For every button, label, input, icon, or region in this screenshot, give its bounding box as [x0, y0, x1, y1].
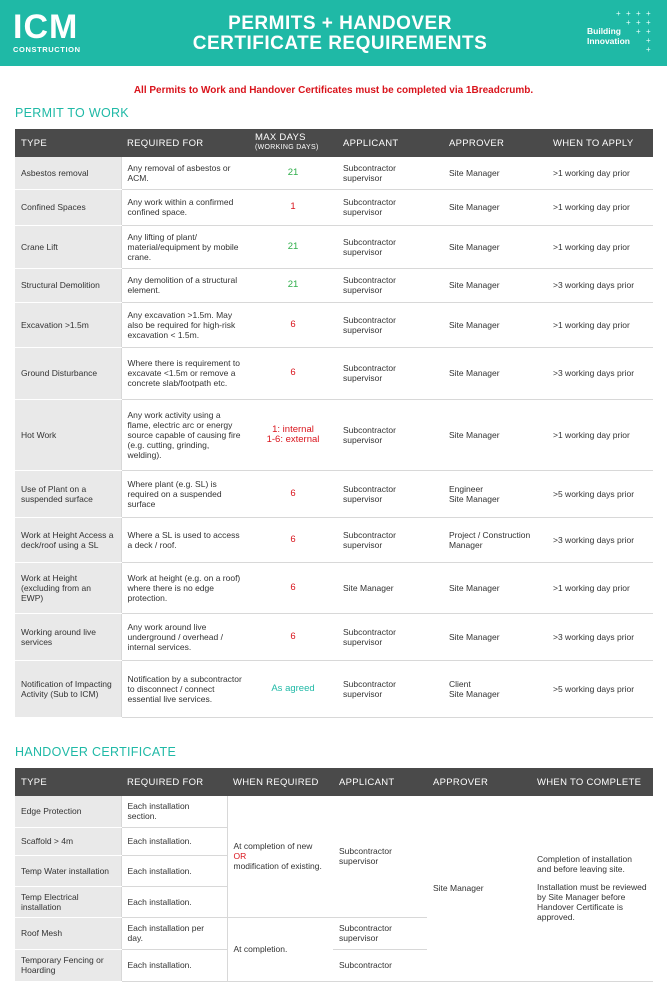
table-row	[15, 613, 653, 660]
header-banner	[0, 0, 667, 66]
permit-table	[15, 129, 653, 718]
required-cell: Any removal of asbestos or ACM.	[121, 157, 249, 189]
required-cell: Any lifting of plant/ material/equipment by mobile crane.	[121, 225, 249, 268]
when-to-apply-cell: >3 working days prior	[547, 268, 653, 302]
required-cell: Each installation.	[121, 949, 227, 981]
max-days-cell: 21	[249, 225, 337, 268]
applicant-cell: Subcontractor supervisor	[337, 660, 443, 717]
approver-cell: Site Manager	[443, 157, 547, 189]
col-approver: APPROVER	[427, 768, 531, 796]
applicant-cell: Subcontractor	[333, 949, 427, 981]
type-cell: Work at Height (excluding from an EWP)	[15, 562, 121, 613]
max-days-cell: 6	[249, 613, 337, 660]
approver-cell: Site Manager	[443, 302, 547, 347]
col-approver: APPROVER	[443, 129, 547, 157]
type-cell: Use of Plant on a suspended surface	[15, 470, 121, 517]
applicant-cell: Subcontractor supervisor	[333, 917, 427, 949]
when-to-apply-cell: >1 working day prior	[547, 562, 653, 613]
approver-cell: Site Manager	[443, 562, 547, 613]
type-cell: Temporary Fencing or Hoarding	[15, 949, 121, 981]
applicant-cell: Subcontractor supervisor	[337, 225, 443, 268]
required-cell: Any work activity using a flame, electric arc or energy source capable of causing fire (e.g. cutting, grinding, welding).	[121, 399, 249, 470]
table-row	[15, 268, 653, 302]
col-type: TYPE	[15, 129, 121, 157]
notice-text: All Permits to Work and Handover Certificates must be completed via 1Breadcrumb.	[133, 85, 534, 96]
applicant-cell: Site Manager	[337, 562, 443, 613]
col-applicant: APPLICANT	[333, 768, 427, 796]
applicant-cell: Subcontractor supervisor	[337, 399, 443, 470]
when-to-apply-cell: >3 working days prior	[547, 613, 653, 660]
page-title: PERMITS + HANDOVER CERTIFICATE REQUIREMENTS	[192, 13, 488, 54]
when-required-cell: At completion.	[227, 917, 333, 981]
table-row	[15, 157, 653, 189]
col-type: TYPE	[15, 768, 121, 796]
required-cell: Each installation per day.	[121, 917, 227, 949]
type-cell: Edge Protection	[15, 796, 121, 827]
required-cell: Where there is requirement to excavate <1.5m or remove a concrete slab/footpath etc.	[121, 347, 249, 399]
when-to-apply-cell: >1 working day prior	[547, 225, 653, 268]
col-applicant: APPLICANT	[337, 129, 443, 157]
approver-cell: Site Manager	[443, 613, 547, 660]
applicant-cell: Subcontractor supervisor	[337, 302, 443, 347]
table-row	[15, 660, 653, 717]
table-row	[15, 189, 653, 225]
handover-header-row	[15, 768, 653, 796]
required-cell: Any demolition of a structural element.	[121, 268, 249, 302]
applicant-cell: Subcontractor supervisor	[333, 796, 427, 917]
table-row	[15, 302, 653, 347]
approver-cell: Site Manager	[443, 399, 547, 470]
logo-subtitle: CONSTRUCTION	[13, 45, 81, 54]
max-days-cell: 6	[249, 470, 337, 517]
type-cell: Asbestos removal	[15, 157, 121, 189]
col-required-for: REQUIRED FOR	[121, 129, 249, 157]
approver-cell: Site Manager	[427, 796, 531, 981]
icm-logo	[13, 8, 81, 55]
approver-cell: Site Manager	[443, 189, 547, 225]
when-to-apply-cell: >1 working day prior	[547, 302, 653, 347]
permit-header-row	[15, 129, 653, 157]
type-cell: Scaffold > 4m	[15, 827, 121, 855]
max-days-cell: 21	[249, 157, 337, 189]
required-cell: Each installation.	[121, 855, 227, 886]
max-days-cell: 6	[249, 302, 337, 347]
required-cell: Each installation section.	[121, 796, 227, 827]
table-row	[15, 399, 653, 470]
required-cell: Where plant (e.g. SL) is required on a suspended surface	[121, 470, 249, 517]
applicant-cell: Subcontractor supervisor	[337, 517, 443, 562]
table-row	[15, 517, 653, 562]
max-days-cell: 1	[249, 189, 337, 225]
type-cell: Hot Work	[15, 399, 121, 470]
approver-cell: Site Manager	[443, 268, 547, 302]
type-cell: Temp Electrical installation	[15, 886, 121, 917]
required-cell: Any work around live underground / overhead / internal services.	[121, 613, 249, 660]
table-row	[15, 796, 653, 827]
when-to-apply-cell: >1 working day prior	[547, 157, 653, 189]
max-days-cell: 1: internal 1-6: external	[249, 399, 337, 470]
when-to-apply-cell: >5 working days prior	[547, 660, 653, 717]
plus-pattern-icon: + + + + + + + + + + +	[616, 9, 651, 54]
when-to-apply-cell: >3 working days prior	[547, 347, 653, 399]
when-complete-cell: Completion of installation and before leaving site. Installation must be reviewed by Site Manager before Handover Certificate is approved.	[531, 796, 653, 981]
applicant-cell: Subcontractor supervisor	[337, 613, 443, 660]
type-cell: Structural Demolition	[15, 268, 121, 302]
col-required-for: REQUIRED FOR	[121, 768, 227, 796]
max-days-cell: 6	[249, 517, 337, 562]
type-cell: Ground Disturbance	[15, 347, 121, 399]
col-when-required: WHEN REQUIRED	[227, 768, 333, 796]
applicant-cell: Subcontractor supervisor	[337, 347, 443, 399]
col-when-to-complete: WHEN TO COMPLETE	[531, 768, 653, 796]
approver-cell: Project / Construction Manager	[443, 517, 547, 562]
applicant-cell: Subcontractor supervisor	[337, 470, 443, 517]
type-cell: Roof Mesh	[15, 917, 121, 949]
approver-cell: Site Manager	[443, 225, 547, 268]
type-cell: Excavation >1.5m	[15, 302, 121, 347]
max-days-cell: 21	[249, 268, 337, 302]
logo-mark: ICM	[13, 8, 79, 46]
applicant-cell: Subcontractor supervisor	[337, 189, 443, 225]
type-cell: Temp Water installation	[15, 855, 121, 886]
max-days-cell: As agreed	[249, 660, 337, 717]
required-cell: Notification by a subcontractor to disconnect / connect essential live services.	[121, 660, 249, 717]
when-to-apply-cell: >1 working day prior	[547, 399, 653, 470]
required-cell: Each installation.	[121, 886, 227, 917]
approver-cell: Engineer Site Manager	[443, 470, 547, 517]
required-cell: Any work within a confirmed confined space.	[121, 189, 249, 225]
applicant-cell: Subcontractor supervisor	[337, 268, 443, 302]
when-to-apply-cell: >5 working days prior	[547, 470, 653, 517]
required-cell: Any excavation >1.5m. May also be required for high-risk excavation < 1.5m.	[121, 302, 249, 347]
applicant-cell: Subcontractor supervisor	[337, 157, 443, 189]
approver-cell: Site Manager	[443, 347, 547, 399]
table-row	[15, 225, 653, 268]
type-cell: Crane Lift	[15, 225, 121, 268]
required-cell: Each installation.	[121, 827, 227, 855]
type-cell: Working around live services	[15, 613, 121, 660]
when-to-apply-cell: >1 working day prior	[547, 189, 653, 225]
approver-cell: Client Site Manager	[443, 660, 547, 717]
col-when-to-apply: WHEN TO APPLY	[547, 129, 653, 157]
when-required-cell: At completion of new OR modification of existing.	[227, 796, 333, 917]
col-max-days: MAX DAYS (WORKING DAYS)	[249, 129, 337, 157]
permit-section-title: PERMIT TO WORK	[15, 106, 129, 120]
handover-section-title: HANDOVER CERTIFICATE	[15, 745, 177, 759]
max-days-cell: 6	[249, 562, 337, 613]
when-to-apply-cell: >3 working days prior	[547, 517, 653, 562]
type-cell: Work at Height Access a deck/roof using a SL	[15, 517, 121, 562]
type-cell: Confined Spaces	[15, 189, 121, 225]
table-row	[15, 470, 653, 517]
table-row	[15, 562, 653, 613]
type-cell: Notification of Impacting Activity (Sub to ICM)	[15, 660, 121, 717]
required-cell: Work at height (e.g. on a roof) where there is no edge protection.	[121, 562, 249, 613]
required-cell: Where a SL is used to access a deck / roof.	[121, 517, 249, 562]
handover-table	[15, 768, 653, 982]
table-row	[15, 347, 653, 399]
max-days-cell: 6	[249, 347, 337, 399]
tagline: Building Innovation	[587, 26, 630, 46]
